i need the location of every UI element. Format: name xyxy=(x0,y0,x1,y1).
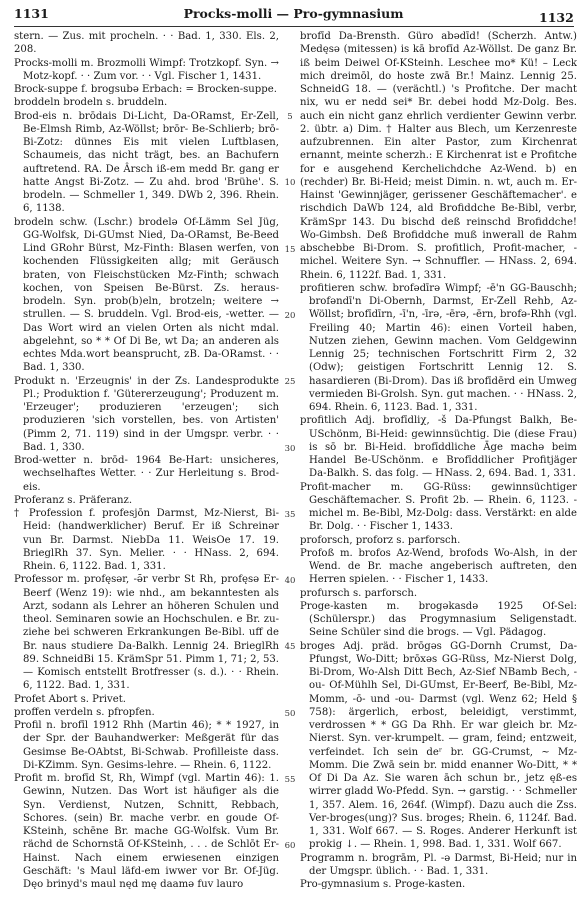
right-column-entry: Profoß m. brofos Az-Wend, brofods Wo-Alsh, in der Wend. de Br. mache angeberisch auftreten, den Herren spielen. · · Fischer 1, 1433. xyxy=(300,547,577,586)
right-column-entry: Programm n. brogrām, Pl. -ə Darmst, Bi-Heid; nur in der Umgspr. üblich. · · Bad. 1, 331. xyxy=(300,852,577,877)
right-column-entry: broges Adj. präd. brōgəs GG-Dornh Crumst, Da-Pfungst, Wo-Ditt; brōxəs GG-Rüss, Mz-Nierst Dolg, Bi-Drom, Wo-Alsh Ditt Bech, Az-Sief NBamb Bech, -ou- Of-Mühlh Sel, Di-GUmst, Er-Beerf, Be-Bibl, Mz-Momm, -ō- und -ou- Darmst (vgl. Wenz 62; Held § 758): ärgerlich, erbost, beleidigt, verstimmt, verdrossen * * GG Da Rhh. Er war gleich br. Mz-Nierst. Syn. ver-krumpelt. — gram, feind; entzweit, verfeindet. Ich sein deʳ br. GG-Crumst, ~ Mz-Momm. Die Zwā sein br. midd enanner Wo-Ditt, * * Of Di Da Az. Sie waren āch schun br., jetz ęß-es wirrer gladd Wo-Pfedd. Syn. → garstig. · · Schmeller 1, 357. Alem. 16, 264f. (Wimpf). Dazu auch die Zss. Ver-broges(ung)? Sus. broges; Rhein. 6, 1124f. Bad. 1, 331. Wolf 667. — S. Roges. Anderer Herkunft ist prokig ↓. — Rhein. 1, 998. Bad. 1, 331. Wolf 667. xyxy=(300,640,577,851)
right-column xyxy=(300,30,577,910)
left-column-entry: stern. — Zus. mit procheln. · · Bad. 1, 330. Els. 2, 208. xyxy=(14,31,279,56)
line-number: 50 xyxy=(284,708,296,719)
page-number-left: 1131 xyxy=(14,6,49,21)
left-column-entry: Profit m. brofīd St, Rh, Wimpf (vgl. Martin 46): 1. Gewinn, Nutzen. Das Wort ist häufiger als die Syn. Verdienst, Nutzen, Schnitt, Rebbach, Schores. (sein) Br. mache verbr. en goude Of-KSteinh, schēne Br. mache GG-Wolfsk. Vum Br. rächd de Schornstā Of-KSteinh, . . . de Schlōt Er-Hainst. Nach einem erwiesenen einzigen Geschäft: 's Maul läfd-em iwwer vor Br. Of-Jüg. Dęo brinyd's maul nęd mę daamə fuv lauro xyxy=(14,773,279,890)
left-column-entry: Produkt n. 'Erzeugnis' in der Zs. Landesprodukte Pl.; Produktion f. 'Gütererzeugung'; Produzent m. 'Erzeuger'; produzieren 'erzeugen'; sich produzieren 'sich vorstellen, bes. von Artisten' (Pimm 2, 71. 119) sind in der Umgspr. verbr. · · Bad. 1, 330. xyxy=(14,375,279,453)
left-column-entry: Profil n. brofīl 1912 Rhh (Martin 46); * * 1927, in der Spr. der Bauhandwerker: Meßgerät für das Gesimse Be-OAbtst, Bi-Schwab. Profilleiste dass. Di-KZimm. Syn. Gesims-lehre. — Rhein. 6, 1122. xyxy=(14,720,279,771)
page-number-right: 1132 xyxy=(539,10,574,25)
right-column-entry: profitlich Adj. brofīdliχ, -š Da-Pfungst Balkh, Be-USchönm, Bi-Heid: gewinnsüchtig. Die (diese Frau) is sō br. Bi-Heid. brofīddliche Āge machə beim Handel Be-USchönm. e Brofīddlicher Profitjäger Da-Balkh. S. das folg. — HNass. 2, 694. Bad. 1, 331. xyxy=(300,415,577,480)
header-rule xyxy=(14,26,574,27)
left-column-entry: † Profession f. profesjōn Darmst, Mz-Nierst, Bi-Heid: (handwerklicher) Beruf. Er iß Schreinər vun Br. Darmst. NiebDa 11. WeisOe 17. 19. BrieglRh 37. Syn. Melier. · · HNass. 2, 694. Rhein. 6, 1122. Bad. 1, 331. xyxy=(14,508,279,572)
line-number: 45 xyxy=(284,642,296,653)
right-column-entry: Profit-macher m. GG-Rüss: gewinnsüchtiger Geschäftemacher. S. Profit 2b. — Rhein. 6, 1123. -michel m. Be-Bibl, Mz-Dolg: dass. Verstärkt: en alde Br. Dolg. · · Fischer 1, 1433. xyxy=(300,481,577,533)
left-column-entry: Profet Abort s. Privet. xyxy=(14,693,126,705)
left-column-entry: brodeln schw. (Lschr.) brodelə Of-Lämm Sel Jüg, GG-Wolfsk, Di-GUmst Nied, Da-ORamst, Be-Beed Lind GRohr Bürst, Mz-Finth: Blasen werfen, von kochenden Flüssigkeiten allg; mit Geräusch braten, von Fleischstücken Mz-Finth; schwach kochen, von Speisen Be-Bürst. Zs. heraus-brodeln. Syn. prob(b)eln, brotzeln; weitere → strullen. — S. bruddeln. Vgl. Brod-eis, -wetter. — Das Wort wird an vielen Orten als nicht mdal. abgelehnt, so * * Of Di Be, wt Da; an anderen als echtes Mda.wort beansprucht, zB. Da-ORamst. · · Bad. 1, 330. xyxy=(14,216,279,374)
right-column-entry: profursch s. parforsch. xyxy=(300,587,418,599)
right-column-entry: brofīd Da-Brensth. Güro abədīd! (Scherzh. Antw.) Medęsə (mitessen) is kā brofīd Az-Wöllst. De ganz Br. iß beim Deiwel Of-KSteinh. Leschee mo* Kü! – Leck mich dreimōl, do hoste zwā Br.! Mainz. Lennig 25. SchneidG 18. — (verächtl.) 's Profitche. Der macht nix, wu er nedd sei* Br. debei hodd Mz-Dolg. Bes. auch ein nicht ganz ehrlich verdienter Gewinn verbr. 2. übtr. a) Dim. † Halter aus Blech, um Kerzenreste aufzubrennen. Ein alter Pastor, zum Kirchenrat ernannt, meinte scherzh.: E Kirchenrat ist e Profitche for e ausgehend Kerchelichdche Az-Wend. b) en (rechder) Br. Bi-Heid; meist Dimin. n. wt, auch m. Er-Hainst 'Gewinnjäger, gerissener Geschäftemacher'. e rischdich DaWb 124, ald Brofiddche Be-Bibl, verbr, KrämSpr 143. Du bischd deß reinschd Brofiddche! Wo-Gimbsh. Deß Brofiddche muß inwerall de Rahm abschebbe Bi-Drom. S. profitlich, Profit-macher, -michel. Weitere Syn. → Schnuffler. — HNass. 2, 694. Rhein. 6, 1122f. Bad. 1, 331. xyxy=(300,31,577,281)
line-number: 15 xyxy=(284,244,296,255)
left-column-entry: Brod-eis n. brōdais Di-Licht, Da-ORamst, Er-Zell, Be-Elmsh Rimb, Az-Wöllst; brōr- Be-Schlierb; brō- Bi-Zotz: dünnes Eis mit vielen Luftblasen, Schaumeis, das nicht trägt, bes. an Bachufern auftretend. RA. De Ârsch iß-em medd Br. gang er hatte Angst Bi-Zotz. — Zu ahd. brod 'Brühe'. S. brodeln. — Schmeller 1, 349. DWb 2, 396. Rhein. 6, 1138. xyxy=(14,110,279,215)
line-number: 35 xyxy=(284,509,296,520)
left-column-entry: Proferanz s. Präferanz. xyxy=(14,494,133,506)
right-column-entry: Pro-gymnasium s. Proge-kasten. xyxy=(300,879,466,890)
left-column-entry: Professor m. profęsər, -ə̄r verbr St Rh, profęsə Er-Beerf (Wenz 19): wie nhd., am bekanntesten als Arzt, sodann als Lehrer an höheren Schulen und theol. Seminaren sowie an Hochschulen. e Br. zu-ziehe bei schweren Erkrankungen Be-Bibl. uff de Br. naus studiere Da-Balkh. Lennig 24. BrieglRh 89. SchneidBi 15. KrämSpr 51. Pimm 1, 71; 2, 53. — Komisch entstellt Brotfresser (s. d.). · · Rhein. 6, 1122. Bad. 1, 331. xyxy=(14,574,279,692)
right-column-entry: profitieren schw. brofədīrə Wimpf; -ē'n GG-Bauschh; brofəndī'n Di-Obernh, Darmst, Er-Zell Rehb, Az-Wöllst; brofīdīrn, -ī'n, -īrə, -ērə, -ērn, brofə-Rhh (vgl. Freiling 40; Martin 46): einen Vorteil haben, Nutzen ziehen, Gewinn machen. Vom Geldgewinn Lennig 25; technischen Fortschritt Firm 2, 32 (Odw); geistigen Fortschritt Lennig 12. S. hasardieren (Bi-Drom). Das iß brofīdērd ein Umweg vermieden Bi-Grolsh. Syn. gut machen. · · HNass. 2, 694. Rhein. 6, 1123. Bad. 1, 331. xyxy=(300,282,577,413)
right-column-entry: Proge-kasten m. brogəkasdə 1925 Of-Sel: (Schülerspr.) das Progymnasium Seligenstadt. Seine Schüler sind die brogs. — Vgl. Pädagog. xyxy=(300,600,577,639)
right-column-entry: proforsch, proforz s. parforsch. xyxy=(300,534,461,546)
running-title: Procks-molli — Pro-gymnasium xyxy=(183,6,404,21)
line-number: 25 xyxy=(284,377,296,388)
left-column-entry: Brock-suppe f. brogsubə Erbach: = Brocken-suppe. xyxy=(14,84,277,95)
line-number: 20 xyxy=(284,310,296,321)
left-column-entry: Brod-wetter n. brōd- 1964 Be-Hart: unsicheres, wechselhaftes Wetter. · · Zur Herleitung s. Brod-eis. xyxy=(14,455,279,493)
line-number: 30 xyxy=(284,443,296,454)
line-number: 10 xyxy=(284,178,296,189)
left-column xyxy=(14,30,279,910)
line-number: 55 xyxy=(284,775,296,785)
page-header xyxy=(0,2,587,24)
line-number: 40 xyxy=(284,576,296,587)
line-number: 60 xyxy=(284,841,296,852)
line-number: 5 xyxy=(287,112,293,122)
left-column-entry: broddeln brodeln s. bruddeln. xyxy=(14,97,168,109)
left-column-entry: Procks-molli m. Brozmolli Wimpf: Trotzkopf. Syn. → Motz-kopf. · · Zum vor. · · Vgl. Fischer 1, 1431. xyxy=(14,57,279,82)
left-column-entry: proffen verdeln s. pfropfen. xyxy=(14,706,155,718)
line-number-gutter xyxy=(280,30,300,910)
